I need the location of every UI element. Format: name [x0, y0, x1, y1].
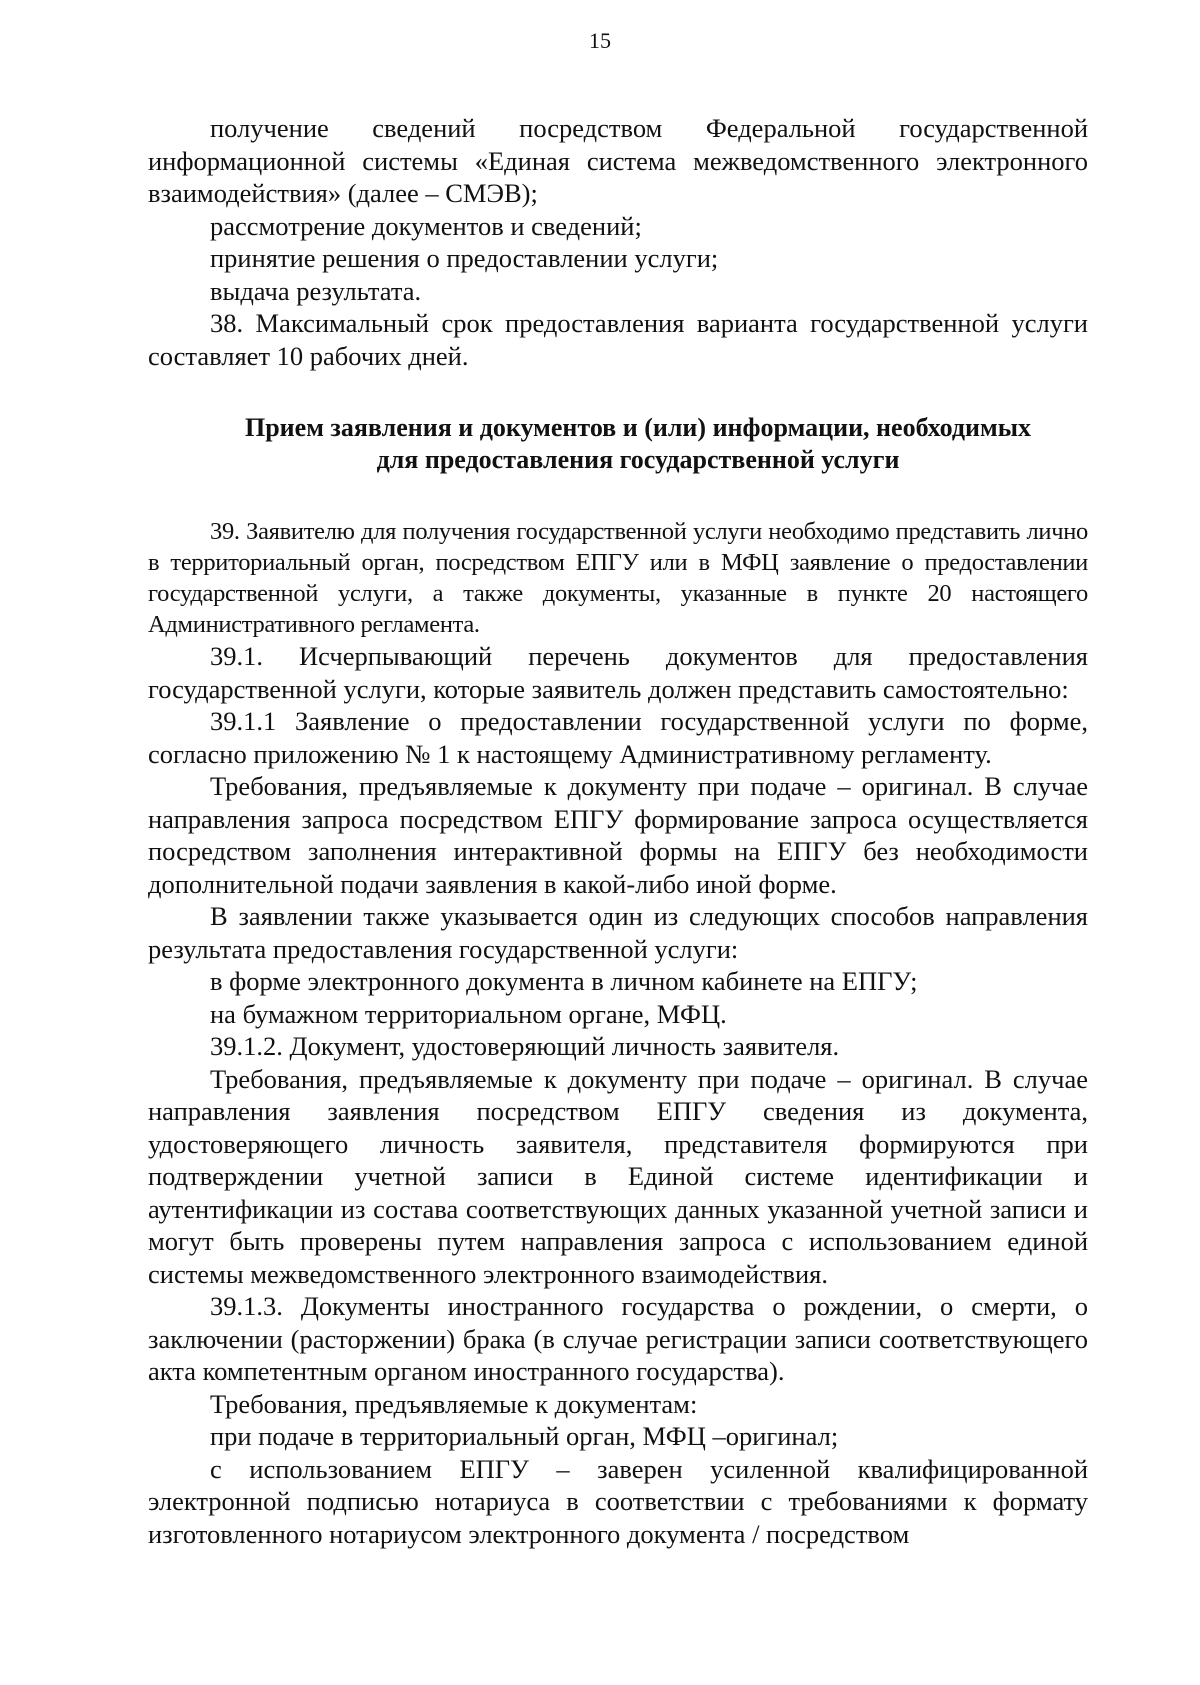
paragraph-39-1-2: 39.1.2. Документ, удостоверяющий личность заявителя.	[210, 1031, 840, 1061]
section-heading	[148, 412, 1088, 476]
paragraph-result-methods: В заявлении также указывается один из следующих способов направления результата предоставления государственной услуги:	[148, 901, 1088, 964]
list-item-electronic: в форме электронного документа в личном кабинете на ЕПГУ;	[210, 966, 918, 996]
paragraph-39-1: 39.1. Исчерпывающий перечень документов для предоставления государственной услуги, которые заявитель должен представить самостоятельно:	[148, 641, 1088, 704]
list-item-paper: на бумажном территориальном органе, МФЦ.	[210, 998, 727, 1029]
paragraph-requirements-1: Требования, предъявляемые к документу при подаче – оригинал. В случае направления запроса посредством ЕПГУ формирование запроса осуществляется посредством заполнения интерактивной формы на ЕПГУ без необходимости дополнительной подачи заявления в какой-либо иной форме.	[148, 771, 1088, 899]
section-heading-line-2: для предоставления государственной услуги	[376, 445, 900, 474]
page-number: 15	[589, 28, 611, 53]
paragraph-39: 39. Заявителю для получения государственной услуги необходимо представить лично в территориальный орган, посредством ЕПГУ или в МФЦ заявление о предоставлении государственной услуги, а также документы, указанные в пункте 20 настоящего Административного регламента.	[148, 518, 1088, 638]
list-item-issue: выдача результата.	[210, 275, 422, 306]
document-body	[148, 112, 1088, 1550]
list-item-epgu-notary: с использованием ЕПГУ – заверен усиленной квалифицированной электронной подписью нотариуса в соответствии с требованиями к формату изготовленного нотариусом электронного документа / посредством	[148, 1453, 1088, 1549]
paragraph-requirements-3: Требования, предъявляемые к документам:	[210, 1388, 698, 1419]
list-item-original: при подаче в территориальный орган, МФЦ –оригинал;	[210, 1421, 839, 1451]
paragraph-39-1-3: 39.1.3. Документы иностранного государства о рождении, о смерти, о заключении (расторжении) брака (в случае регистрации записи соответствующего акта компетентным органом иностранного государства).	[148, 1291, 1088, 1386]
paragraph-38: 38. Максимальный срок предоставления варианта государственной услуги составляет 10 рабочих дней.	[148, 308, 1088, 371]
section-heading-line-1: Прием заявления и документов и (или) информации, необходимых	[244, 413, 1031, 442]
list-item-review: рассмотрение документов и сведений;	[210, 210, 642, 241]
paragraph-requirements-2: Требования, предъявляемые к документу при подаче – оригинал. В случае направления заявления посредством ЕПГУ сведения из документа, удостоверяющего личность заявителя, представителя формируются при подтверждении учетной записи в Единой системе идентификации и аутентификации из состава соответствующих данных указанной учетной записи и могут быть проверены путем направления запроса с использованием единой системы межведомственного электронного взаимодействия.	[148, 1063, 1088, 1289]
paragraph-39-1-1: 39.1.1 Заявление о предоставлении государственной услуги по форме, согласно приложению № 1 к настоящему Административному регламенту.	[148, 706, 1088, 769]
paragraph-smev: получение сведений посредством Федеральной государственной информационной системы «Единая система межведомственного электронного взаимодействия» (далее – СМЭВ);	[148, 113, 1088, 208]
list-item-decision: принятие решения о предоставлении услуги;	[210, 243, 719, 273]
